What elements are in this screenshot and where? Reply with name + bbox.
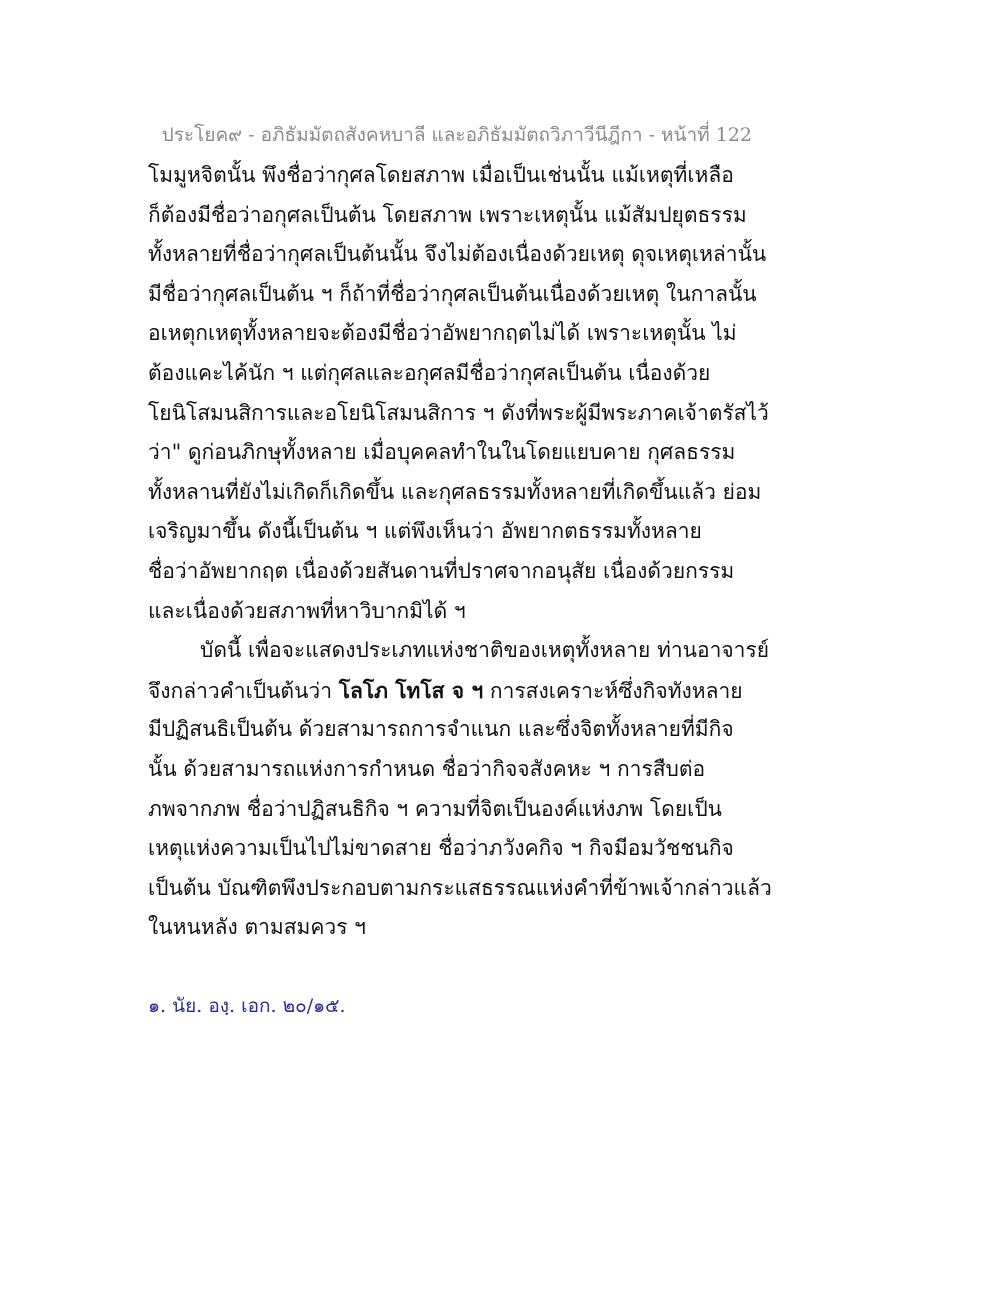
paragraph-line: นั้น ด้วยสามารถแห่งการกำหนด ชื่อว่ากิจจสังคหะ ฯ การสืบต่อ xyxy=(148,756,706,781)
paragraph-first-line: บัดนี้ เพื่อจะแสดงประเภทแห่งชาติของเหตุทั้งหลาย ท่านอาจารย์ xyxy=(200,638,770,663)
paragraph-line: มีปฏิสนธิเป็นต้น ด้วยสามารถการจำแนก และซึ่งจิตทั้งหลายที่มีกิจ xyxy=(148,717,734,742)
paragraph-line: เหตุแห่งความเป็นไปไม่ขาดสาย ชื่อว่าภวังคกิจ ฯ กิจมีอมวัชชนกิจ xyxy=(148,836,734,861)
paragraph-line: ทั้งหลายที่ชื่อว่ากุศลเป็นต้นนั้น จึงไม่ต้องเนื่องด้วยเหตุ ดุจเหตุเหล่านั้น xyxy=(148,242,767,267)
paragraph-line: โมมูหจิตนั้น พึงชื่อว่ากุศลโดยสภาพ เมื่อเป็นเช่นนั้น แม้เหตุที่เหลือ xyxy=(148,163,734,187)
body-text xyxy=(148,156,868,948)
paragraph-line: ว่า" ดูก่อนภิกษุทั้งหลาย เมื่อบุคคลทำในในโดยแยบคาย กุศลธรรม xyxy=(148,440,736,465)
paragraph-line: ทั้งหลานที่ยังไม่เกิดก็เกิดขึ้น และกุศลธรรมทั้งหลายที่เกิดขึ้นแล้ว ย่อม xyxy=(148,479,762,504)
paragraph-line: ก็ต้องมีชื่อว่าอกุศลเป็นต้น โดยสภาพ เพราะเหตุนั้น แม้สัมปยุตธรรม xyxy=(148,202,747,227)
paragraph-line: และเนื่องด้วยสภาพที่หาวิบากมิได้ ฯ xyxy=(148,598,466,623)
paragraph-line: โยนิโสมนสิการและอโยนิโสมนสิการ ฯ ดังที่พระผู้มีพระภาคเจ้าตรัสไว้ xyxy=(148,400,769,425)
paragraph-line: ภพจากภพ ชื่อว่าปฏิสนธิกิจ ฯ ความที่จิตเป็นองค์แห่งภพ โดยเป็น xyxy=(148,796,723,821)
footnote: ๑. นัย. องฺ. เอก. ๒๐/๑๕. xyxy=(148,995,346,1017)
paragraph-line-with-term xyxy=(148,671,868,711)
paragraph-line: มีชื่อว่ากุศลเป็นต้น ฯ ก็ถ้าที่ชื่อว่ากุศลเป็นต้นเนื่องด้วยเหตุ ในกาลนั้น xyxy=(148,281,757,306)
paragraph-line: อเหตุกเหตุทั้งหลายจะต้องมีชื่อว่าอัพยากฤตไม่ได้ เพราะเหตุนั้น ไม่ xyxy=(148,321,737,346)
paragraph-line: ชื่อว่าอัพยากฤต เนื่องด้วยสันดานที่ปราศจากอนุสัย เนื่องด้วยกรรม xyxy=(148,558,735,583)
paragraph-line: เจริญมาขึ้น ดังนี้เป็นต้น ฯ แต่พึงเห็นว่า อัพยากตธรรมทั้งหลาย xyxy=(148,519,702,544)
line-text-prefix: จึงกล่าวคำเป็นต้นว่า xyxy=(148,678,339,703)
paragraph-line: เป็นต้น บัณฑิตพึงประกอบตามกระแสธรรณแห่งคำที่ข้าพเจ้ากล่าวแล้ว xyxy=(148,875,772,900)
pali-term: โลโภ โทโส จ ฯ xyxy=(338,677,484,703)
paragraph-line: ในหนหลัง ตามสมควร ฯ xyxy=(148,915,366,940)
paragraph-line: ต้องแคะไค้นัก ฯ แต่กุศลและอกุศลมีชื่อว่ากุศลเป็นต้น เนื่องด้วย xyxy=(148,360,711,385)
page-header: ประโยค๙ - อภิธัมมัตถสังคหบาลี และอภิธัมมัตถวิภาวีนีฎีกา - หน้าที่ 122 xyxy=(161,124,752,146)
line-text-suffix: การสงเคราะห์ซึ่งกิจทังหลาย xyxy=(483,678,743,703)
